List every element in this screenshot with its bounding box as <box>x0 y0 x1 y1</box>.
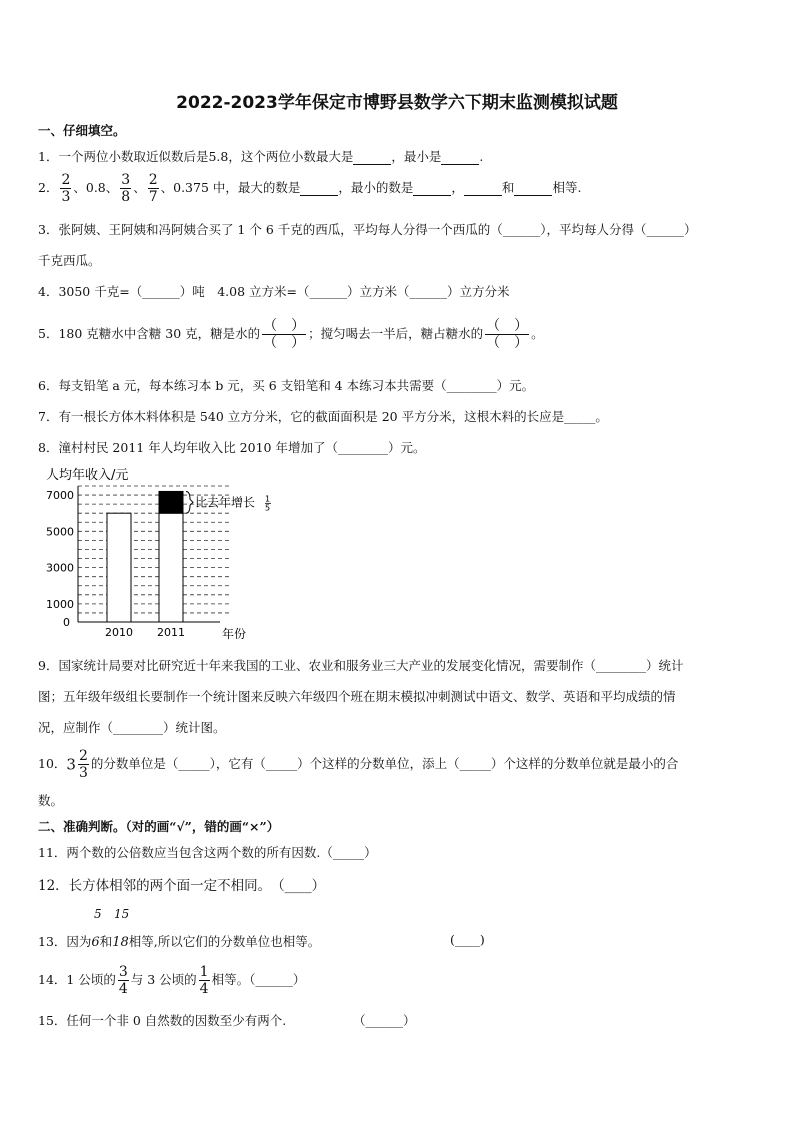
q13-text-2: 相等,所以它们的分数单位也相等。 <box>128 934 321 949</box>
question-3-line-2: 千克西瓜。 <box>38 253 101 268</box>
q2-blank-max <box>300 180 338 196</box>
q10-text: 的分数单位是（_____），它有（_____）个这样的分数单位，添上（_____）个这样的分数单位就是最小的合 <box>90 756 679 771</box>
chart-x-ticks <box>105 626 185 639</box>
question-10 <box>38 748 678 781</box>
chart-x-axis-label: 年份 <box>222 627 247 641</box>
x-tick-label: 2010 <box>105 626 133 639</box>
q1-text: 1．一个两位小数取近似数后是5.8，这个两位小数最大是 <box>38 149 354 164</box>
chart-y-axis-label: 人均年收入/元 <box>46 468 129 483</box>
question-11: 11．两个数的公倍数应当包含这两个数的所有因数.（_____） <box>38 845 377 860</box>
q2-blank-min <box>413 180 451 196</box>
q1-text-3: . <box>479 149 484 164</box>
question-5 <box>38 318 544 351</box>
question-9-line-2: 图；五年级年级组长要制作一个统计图来反映六年级四个班在期末模拟冲刺测试中语文、数学、英语和平均成绩的情 <box>38 689 676 704</box>
q10-number: 10． <box>38 756 67 771</box>
q1-text-2: ，最小是 <box>391 149 442 164</box>
q10-whole-number: 3 <box>66 755 76 774</box>
q5-fraction-1: $\frac{( )}{( )}$ <box>263 318 306 351</box>
q2-number: 2． <box>38 180 59 195</box>
question-1 <box>38 147 483 165</box>
q2-fraction-3: $\frac{2}{7}$ <box>148 172 158 205</box>
q13-fraction-1-denominator: 6 <box>91 935 100 950</box>
q13-fraction-2-numerator: 15 <box>114 907 130 921</box>
question-8: 8．潼村村民 2011 年人均年收入比 2010 年增加了（________）元。 <box>38 440 426 455</box>
question-3-line-1: 3．张阿姨、王阿姨和冯阿姨合买了 1 个 6 千克的西瓜，平均每人分得一个西瓜的（______），平均每人分得（______） <box>38 222 697 237</box>
q14-fraction-2: $\frac{1}{4}$ <box>199 964 209 997</box>
q13-answer-blank: (____) <box>450 932 485 947</box>
q5-fraction-2: $\frac{( )}{( )}$ <box>486 318 529 351</box>
y-tick-label: 5000 <box>46 525 74 539</box>
bar-2011 <box>159 513 183 622</box>
question-2 <box>38 172 581 205</box>
annotation-fraction-denominator: 5 <box>265 503 271 513</box>
section-2-heading: 二、准确判断。（对的画“√”，错的画“×”） <box>38 819 280 834</box>
page-title: 2022-2023学年保定市博野县数学六下期末监测模拟试题 <box>176 93 618 113</box>
q2-text: 、0.8、 <box>73 180 119 195</box>
question-10-line-2: 数。 <box>38 793 64 808</box>
y-tick-label: 3000 <box>46 561 74 575</box>
q2-blank-eq-2 <box>514 180 552 196</box>
annotation-text: 比去年增长 <box>195 495 256 510</box>
q1-blank-max <box>353 149 391 165</box>
q1-blank-min <box>441 149 479 165</box>
question-9-line-1: 9．国家统计局要对比研究近十年来我国的工业、农业和服务业三大产业的发展变化情况，需要制作（________）统计 <box>38 658 684 673</box>
q14-text-2: 与 3 公顷的 <box>130 972 197 987</box>
q2-text-2: 、0.375 中，最大的数是 <box>160 180 301 195</box>
q2-text-4: ， <box>451 180 464 195</box>
annotation-fraction-numerator: 1 <box>265 494 271 504</box>
y-tick-label: 7000 <box>46 489 74 503</box>
q5-text: 5．180 克糖水中含糖 30 克，糖是水的 <box>38 326 261 341</box>
x-tick-label: 2011 <box>157 626 185 639</box>
q2-blank-eq-1 <box>464 180 502 196</box>
q2-text-3: ，最小的数是 <box>338 180 414 195</box>
q2-text-5: 和 <box>501 180 515 195</box>
chart-annotation <box>186 491 271 513</box>
q5-text-3: 。 <box>531 326 544 341</box>
question-7: 7．有一根长方体木料体积是 540 立方分米，它的截面面积是 20 平方分米，这根木料的长应是_____。 <box>38 409 608 424</box>
question-13 <box>38 932 320 950</box>
question-14 <box>38 964 305 997</box>
q13-fraction-2-denominator: 18 <box>112 935 129 950</box>
bar-increase-2011 <box>159 491 183 513</box>
q14-text-3: 相等。（______） <box>211 972 306 987</box>
bar-2010 <box>107 513 131 622</box>
q2-text-6: 相等. <box>552 180 582 195</box>
y-tick-label: 0 <box>63 616 70 629</box>
q5-text-2: ；搅匀喝去一半后，糖占糖水的 <box>308 326 484 341</box>
question-6: 6．每支铅笔 a 元，每本练习本 b 元，买 6 支铅笔和 4 本练习本共需要（________）元。 <box>38 378 535 393</box>
question-12: 12．长方体相邻的两个面一定不相同。 （____） <box>38 878 326 894</box>
q13-fraction-1-numerator: 5 <box>94 907 102 921</box>
q2-fraction-2: $\frac{3}{8}$ <box>121 172 131 205</box>
q14-text: 14．1 公顷的 <box>38 972 116 987</box>
question-15: 15．任何一个非 0 自然数的因数至少有两个. <box>38 1013 287 1028</box>
q2-separator: 、 <box>133 180 146 195</box>
q10-fraction: $\frac{2}{3}$ <box>78 748 88 781</box>
q15-answer-blank: （______） <box>353 1013 416 1028</box>
question-9-line-3: 况，应制作（________）统计图。 <box>38 720 226 735</box>
income-bar-chart <box>30 462 290 644</box>
q2-fraction-1: $\frac{2}{3}$ <box>61 172 71 205</box>
y-tick-label: 1000 <box>46 597 74 611</box>
q14-fraction-1: $\frac{3}{4}$ <box>118 964 128 997</box>
chart-y-ticks <box>46 489 74 629</box>
question-4: 4．3050 千克=（______）吨 4.08 立方米=（______）立方米（______）立方分米 <box>38 284 510 299</box>
section-1-heading: 一、仔细填空。 <box>38 123 126 138</box>
chart-bars <box>107 491 183 622</box>
q13-text-he: 和 <box>99 934 113 949</box>
q13-text: 13．因为 <box>38 934 92 949</box>
